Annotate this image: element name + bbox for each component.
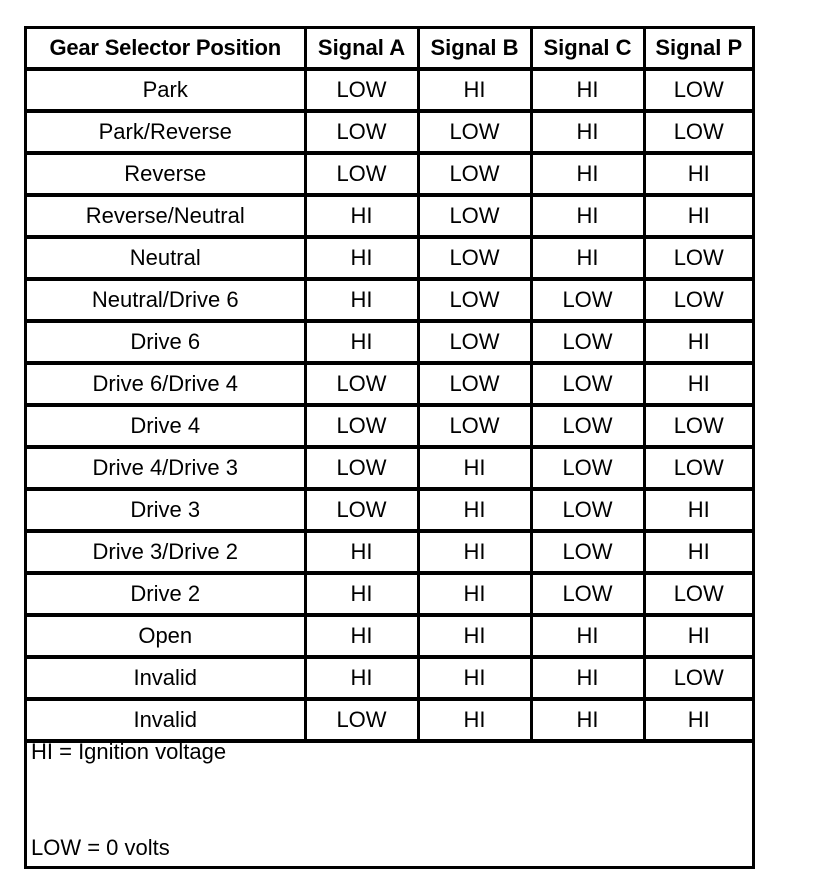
table-row <box>27 405 752 447</box>
cell-signal-a: HI <box>305 531 418 573</box>
table-row <box>27 447 752 489</box>
note-hi-definition: HI = Ignition voltage <box>31 739 227 764</box>
gear-selector-signal-table <box>27 29 752 743</box>
cell-signal-p: HI <box>644 531 752 573</box>
cell-signal-p: HI <box>644 321 752 363</box>
cell-signal-b: LOW <box>418 195 531 237</box>
cell-signal-p: HI <box>644 363 752 405</box>
cell-gear-position: Drive 4/Drive 3 <box>27 447 305 489</box>
cell-signal-b: HI <box>418 699 531 741</box>
cell-signal-a: LOW <box>305 405 418 447</box>
cell-gear-position: Reverse <box>27 153 305 195</box>
note-low-definition: LOW = 0 volts <box>31 835 170 860</box>
cell-gear-position: Drive 6/Drive 4 <box>27 363 305 405</box>
cell-signal-c: LOW <box>531 573 644 615</box>
cell-signal-a: HI <box>305 237 418 279</box>
cell-signal-c: LOW <box>531 405 644 447</box>
table-row <box>27 279 752 321</box>
cell-signal-c: LOW <box>531 279 644 321</box>
cell-signal-a: LOW <box>305 69 418 111</box>
cell-signal-b: LOW <box>418 279 531 321</box>
cell-gear-position: Invalid <box>27 699 305 741</box>
cell-gear-position: Open <box>27 615 305 657</box>
cell-signal-p: LOW <box>644 447 752 489</box>
cell-signal-b: LOW <box>418 237 531 279</box>
header-signal-a: Signal A <box>305 29 418 69</box>
cell-gear-position: Park/Reverse <box>27 111 305 153</box>
cell-signal-b: HI <box>418 531 531 573</box>
table-row <box>27 321 752 363</box>
header-signal-p: Signal P <box>644 29 752 69</box>
cell-signal-a: LOW <box>305 699 418 741</box>
cell-signal-p: LOW <box>644 111 752 153</box>
cell-signal-b: LOW <box>418 405 531 447</box>
cell-signal-p: LOW <box>644 237 752 279</box>
cell-signal-c: LOW <box>531 489 644 531</box>
cell-gear-position: Park <box>27 69 305 111</box>
cell-gear-position: Drive 2 <box>27 573 305 615</box>
cell-signal-b: LOW <box>418 321 531 363</box>
cell-signal-a: HI <box>305 321 418 363</box>
gear-selector-table-frame <box>24 26 755 869</box>
cell-signal-a: LOW <box>305 153 418 195</box>
table-row <box>27 531 752 573</box>
cell-signal-a: LOW <box>305 111 418 153</box>
cell-gear-position: Neutral/Drive 6 <box>27 279 305 321</box>
cell-signal-b: HI <box>418 447 531 489</box>
cell-gear-position: Invalid <box>27 657 305 699</box>
cell-signal-c: HI <box>531 153 644 195</box>
table-row <box>27 573 752 615</box>
cell-signal-p: HI <box>644 489 752 531</box>
cell-gear-position: Drive 3/Drive 2 <box>27 531 305 573</box>
table-body <box>27 69 752 741</box>
cell-signal-c: LOW <box>531 363 644 405</box>
cell-signal-p: LOW <box>644 405 752 447</box>
cell-signal-c: HI <box>531 657 644 699</box>
cell-signal-p: LOW <box>644 657 752 699</box>
table-row <box>27 69 752 111</box>
cell-signal-a: HI <box>305 195 418 237</box>
table-row <box>27 615 752 657</box>
cell-signal-c: HI <box>531 699 644 741</box>
cell-signal-a: LOW <box>305 447 418 489</box>
cell-signal-p: HI <box>644 195 752 237</box>
header-gear-selector-position: Gear Selector Position <box>27 29 305 69</box>
cell-signal-a: LOW <box>305 363 418 405</box>
table-row <box>27 195 752 237</box>
cell-signal-a: LOW <box>305 489 418 531</box>
cell-signal-p: HI <box>644 699 752 741</box>
header-signal-c: Signal C <box>531 29 644 69</box>
cell-signal-b: LOW <box>418 153 531 195</box>
cell-signal-c: LOW <box>531 447 644 489</box>
cell-signal-b: HI <box>418 615 531 657</box>
header-signal-b: Signal B <box>418 29 531 69</box>
cell-signal-c: HI <box>531 195 644 237</box>
cell-signal-p: LOW <box>644 279 752 321</box>
table-row <box>27 363 752 405</box>
cell-signal-c: HI <box>531 111 644 153</box>
table-row <box>27 153 752 195</box>
header-row <box>27 29 752 69</box>
cell-signal-c: HI <box>531 615 644 657</box>
cell-signal-a: HI <box>305 279 418 321</box>
cell-signal-a: HI <box>305 657 418 699</box>
table-row <box>27 489 752 531</box>
cell-signal-a: HI <box>305 573 418 615</box>
cell-signal-b: HI <box>418 657 531 699</box>
cell-signal-c: HI <box>531 237 644 279</box>
table-row <box>27 111 752 153</box>
cell-signal-b: LOW <box>418 111 531 153</box>
cell-signal-a: HI <box>305 615 418 657</box>
cell-gear-position: Drive 4 <box>27 405 305 447</box>
cell-signal-b: HI <box>418 573 531 615</box>
cell-signal-c: HI <box>531 69 644 111</box>
cell-gear-position: Drive 6 <box>27 321 305 363</box>
legend-notes <box>27 731 752 866</box>
cell-gear-position: Reverse/Neutral <box>27 195 305 237</box>
cell-signal-p: HI <box>644 615 752 657</box>
cell-signal-b: LOW <box>418 363 531 405</box>
table-row <box>27 657 752 699</box>
cell-signal-b: HI <box>418 489 531 531</box>
cell-gear-position: Drive 3 <box>27 489 305 531</box>
cell-signal-b: HI <box>418 69 531 111</box>
cell-signal-p: LOW <box>644 69 752 111</box>
cell-signal-c: LOW <box>531 531 644 573</box>
cell-signal-c: LOW <box>531 321 644 363</box>
cell-signal-p: LOW <box>644 573 752 615</box>
table-row <box>27 237 752 279</box>
cell-signal-p: HI <box>644 153 752 195</box>
cell-gear-position: Neutral <box>27 237 305 279</box>
